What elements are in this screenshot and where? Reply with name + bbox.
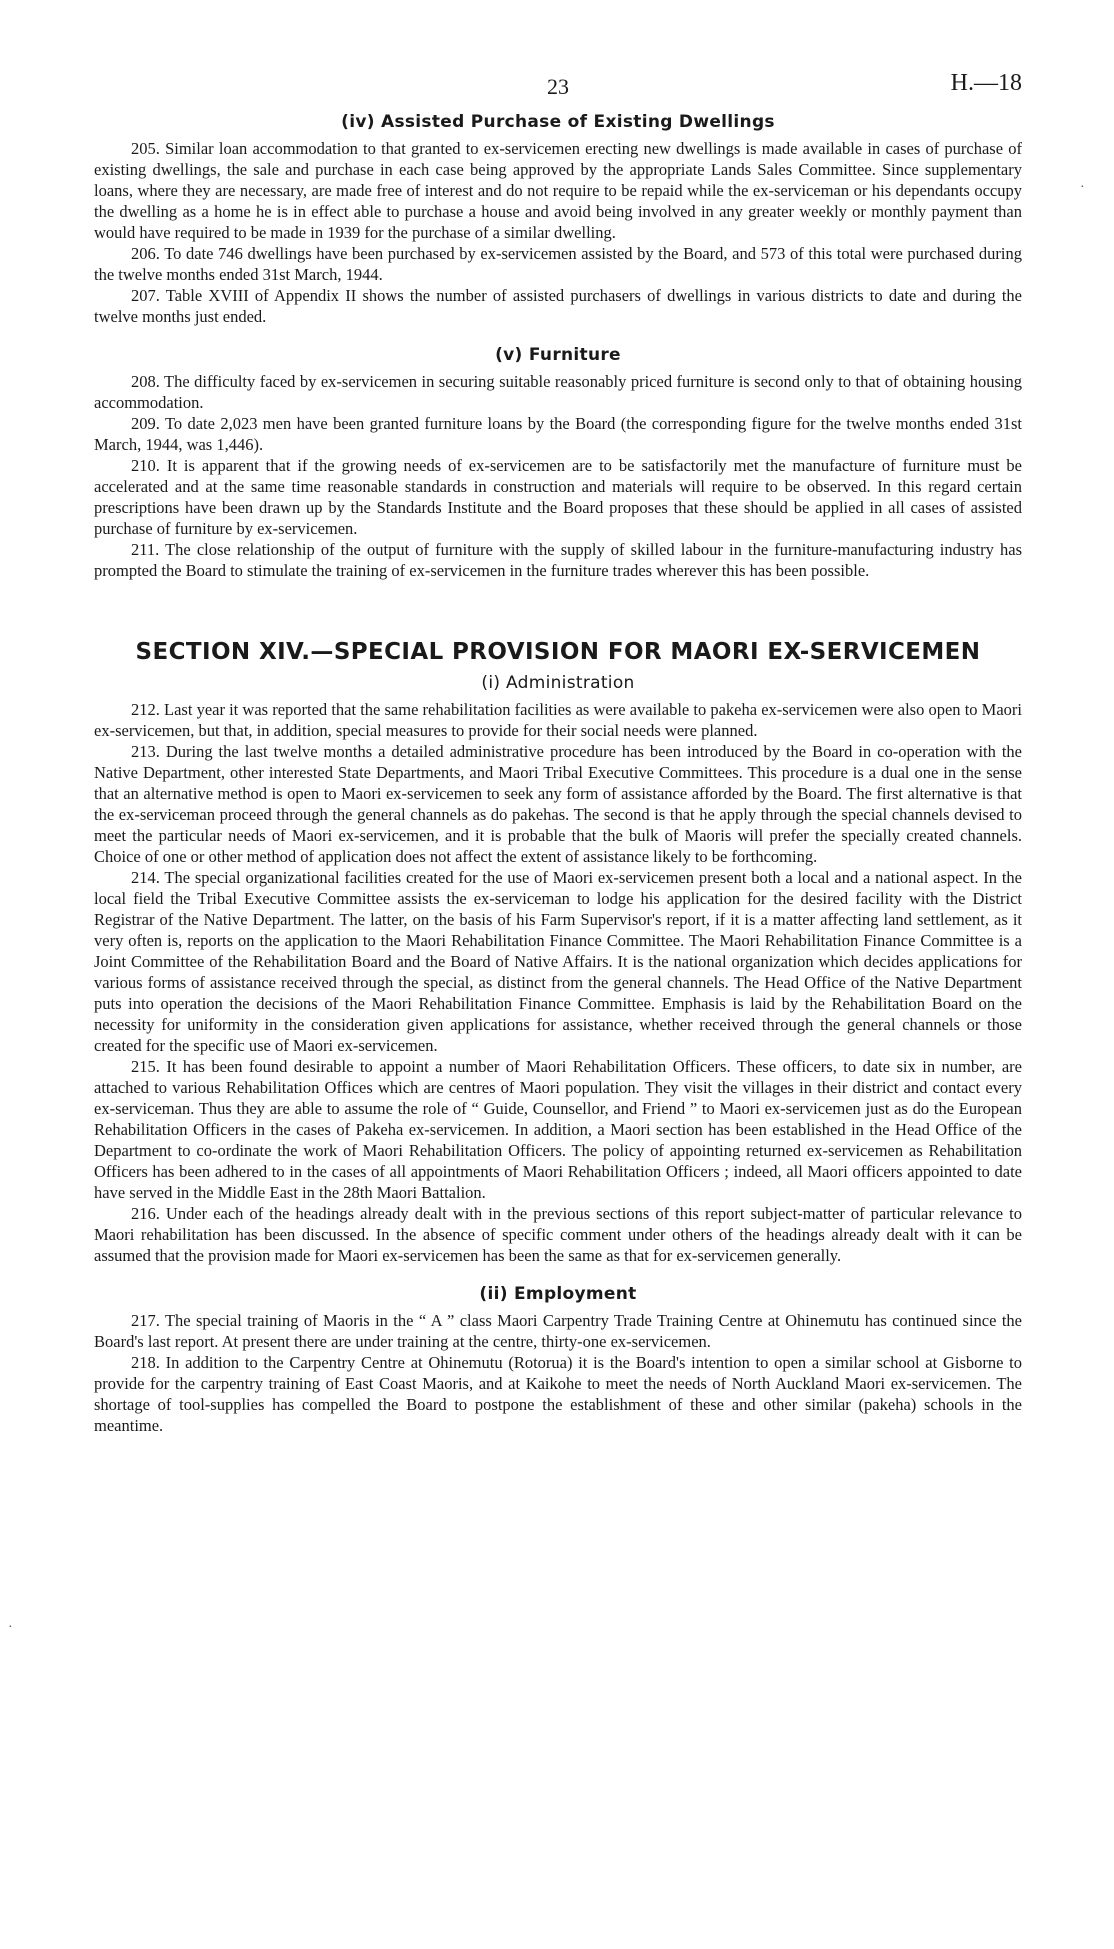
paragraph-214: 214. The special organizational facilities created for the use of Maori ex-servicemen present both a local and a national aspect. In the local field the Tribal Executive Committee assists the ex-serviceman to lodge his application for the desired facility with the District Registrar of the Native Department. The latter, on the basis of his Farm Supervisor's report, if it is a matter affecting land settlement, as it very often is, reports on the application to the Maori Rehabilitation Finance Committee. The Maori Rehabilitation Finance Committee is a Joint Committee of the Rehabilitation Board and the Board of Native Affairs. It is the national organization which decides applications for various forms of assistance received through the special, as distinct from the general channels. The Head Office of the Native Department puts into operation the decisions of the Maori Rehabilitation Finance Committee. Emphasis is laid by the Rehabilitation Board on the necessity for uniformity in the consideration given applications for assistance, whether received through the general channels or those created for the specific use of Maori ex-servicemen.: [94, 868, 1022, 1055]
paragraph-206: 206. To date 746 dwellings have been purchased by ex-servicemen assisted by the Board, and 573 of this total were purchased during the twelve months ended 31st March, 1944.: [94, 244, 1022, 284]
paragraph-215: 215. It has been found desirable to appoint a number of Maori Rehabilitation Officers. These officers, to date six in number, are attached to various Rehabilitation Offices which are centres of Maori population. They visit the villages in their district and contact every ex-serviceman. Thus they are able to assume the role of “ Guide, Counsellor, and Friend ” to Maori ex-servicemen just as do the European Rehabilitation Officers in the cases of Pakeha ex-servicemen. In addition, a Maori section has been established in the Head Office of the Department to co-ordinate the work of Maori Rehabilitation Officers. The policy of appointing returned ex-servicemen as Rehabilitation Officers has been adhered to in the cases of all appointments of Maori Rehabilitation Officers ; indeed, all Maori officers appointed to date have served in the Middle East in the 28th Maori Battalion.: [94, 1057, 1022, 1202]
margin-dot-mark: ·: [8, 1620, 13, 1635]
page-number: 23: [547, 74, 569, 99]
heading-dwellings: (iv) Assisted Purchase of Existing Dwellings: [341, 112, 775, 132]
document-page: [94, 66, 1022, 1454]
paragraph-216: 216. Under each of the headings already dealt with in the previous sections of this report subject-matter of particular relevance to Maori rehabilitation has been discussed. In the absence of specific comment under others of the headings already dealt with it can be assumed that the provision made for Maori ex-servicemen has been the same as that for ex-servicemen generally.: [94, 1204, 1022, 1265]
paragraph-210: 210. It is apparent that if the growing needs of ex-servicemen are to be satisfactorily met the manufacture of furniture must be accelerated and at the same time reasonable standards in construction and materials will require to be observed. In this regard certain prescriptions have been drawn up by the Standards Institute and the Board proposes that these should be applied in all cases of assisted purchase of furniture by ex-servicemen.: [94, 456, 1022, 538]
page-header: [94, 66, 1022, 106]
section-xiv-heading: SECTION XIV.—SPECIAL PROVISION FOR MAORI EX-SERVICEMEN: [135, 639, 981, 665]
heading-furniture: (v) Furniture: [495, 345, 621, 365]
section-employment: [94, 1284, 1022, 1436]
paragraph-205: 205. Similar loan accommodation to that granted to ex-servicemen erecting new dwellings is made available in cases of purchase of existing dwellings, the sale and purchase in each case being approved by the appropriate Lands Sales Committee. Since supplementary loans, where they are necessary, are made free of interest and do not require to be repaid while the ex-serviceman or his dependants occupy the dwelling as a home he is in effect able to purchase a house and avoid being involved in any greater weekly or monthly payment than would have required to be made in 1939 for the purchase of a similar dwelling.: [94, 139, 1022, 242]
paragraph-207: 207. Table XVIII of Appendix II shows the number of assisted purchasers of dwellings in various districts to date and during the twelve months just ended.: [94, 286, 1022, 326]
section-administration: [94, 673, 1022, 1266]
paragraph-208: 208. The difficulty faced by ex-servicemen in securing suitable reasonably priced furniture is second only to that of obtaining housing accommodation.: [94, 372, 1022, 412]
section-furniture: [94, 345, 1022, 581]
heading-administration: (i) Administration: [481, 673, 635, 693]
paragraph-218: 218. In addition to the Carpentry Centre at Ohinemutu (Rotorua) it is the Board's intention to open a similar school at Gisborne to provide for the carpentry training of East Coast Maoris, and at Kaikohe to meet the needs of North Auckland Maori ex-servicemen. The shortage of tool-supplies has compelled the Board to postpone the establishment of these and other similar (pakeha) schools in the meantime.: [94, 1353, 1022, 1435]
paragraph-212: 212. Last year it was reported that the same rehabilitation facilities as were available to pakeha ex-servicemen were also open to Maori ex-servicemen, but that, in addition, special measures to provide for their social needs were planned.: [94, 700, 1022, 740]
margin-dot-mark: ·: [1080, 180, 1085, 195]
document-reference: H.—18: [950, 70, 1022, 96]
paragraph-213: 213. During the last twelve months a detailed administrative procedure has been introduced by the Board in co-operation with the Native Department, other interested State Departments, and Maori Tribal Executive Committees. This procedure is a dual one in the sense that an alternative method is open to Maori ex-servicemen to seek any form of assistance afforded by the Board. The first alternative is that the ex-serviceman proceed through the general channels as do pakehas. The second is that he apply through the special channels devised to meet the particular needs of Maori ex-servicemen, and it is probable that the bulk of Maoris will prefer the specially created channels. Choice of one or other method of application does not affect the extent of assistance likely to be forthcoming.: [94, 742, 1022, 866]
paragraph-209: 209. To date 2,023 men have been granted furniture loans by the Board (the corresponding figure for the twelve months ended 31st March, 1944, was 1,446).: [94, 414, 1022, 454]
paragraph-217: 217. The special training of Maoris in the “ A ” class Maori Carpentry Trade Training Centre at Ohinemutu has continued since the Board's last report. At present there are under training at the centre, thirty-one ex-servicemen.: [94, 1311, 1022, 1351]
paragraph-211: 211. The close relationship of the output of furniture with the supply of skilled labour in the furniture-manufacturing industry has prompted the Board to stimulate the training of ex-servicemen in the furniture trades wherever this has been possible.: [94, 540, 1022, 580]
heading-employment: (ii) Employment: [479, 1284, 637, 1304]
section-dwellings: [94, 112, 1022, 327]
